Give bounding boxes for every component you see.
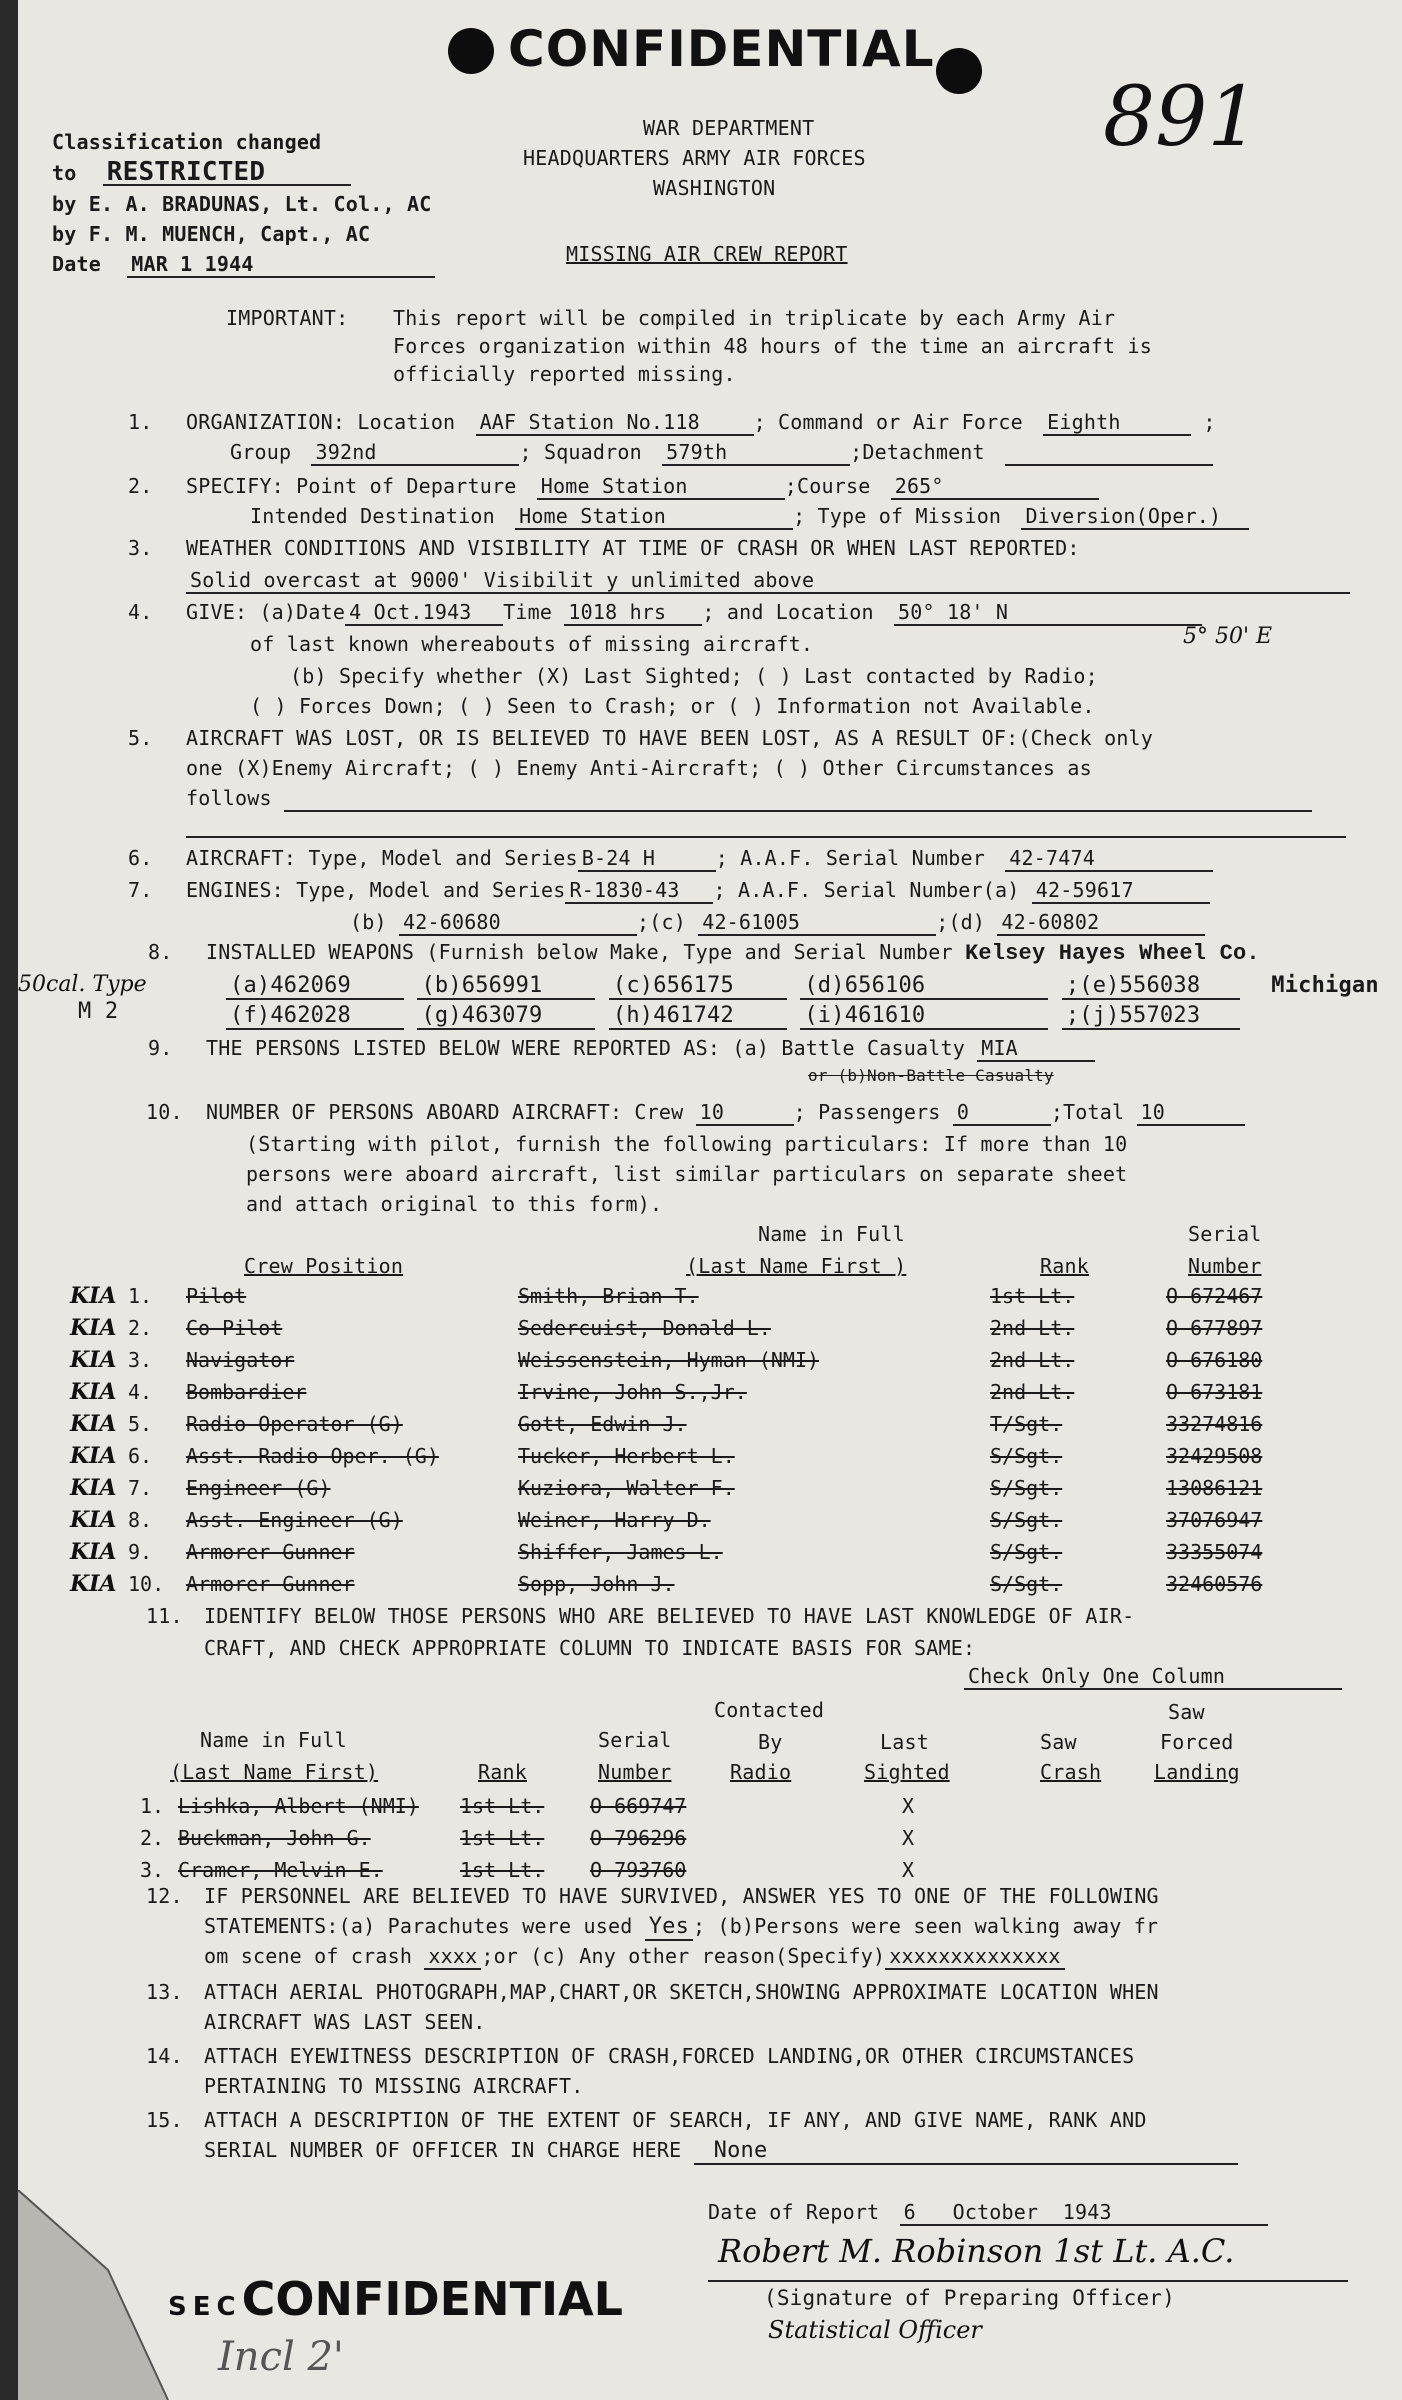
crew-row-number: 8. — [128, 1508, 153, 1532]
witness-number: 3. — [140, 1858, 165, 1882]
s11-header-serial-2: Number — [598, 1760, 672, 1784]
s1-semicolon: ; — [1191, 410, 1216, 434]
section-7-line-2 — [350, 910, 1205, 936]
crew-row-serial: O-673181 — [1166, 1380, 1263, 1404]
section-15-line-2 — [204, 2138, 1238, 2165]
section-11-line-1: IDENTIFY BELOW THOSE PERSONS WHO ARE BELIEVED TO HAVE LAST KNOWLEDGE OF AIR- — [204, 1604, 1135, 1628]
s1-detachment-label: ;Detachment — [850, 440, 985, 464]
s9-non-battle: or (b)Non-Battle Casualty — [808, 1066, 1054, 1085]
s6-type-value: B-24 H — [578, 846, 716, 872]
stamp-bottom-prefix: SEC — [168, 2292, 242, 2322]
section-3-value: Solid overcast at 9000' Visibilit y unlimited above — [186, 568, 1350, 594]
crew-row-number: 5. — [128, 1412, 153, 1436]
s10-crew-value: 10 — [696, 1100, 794, 1126]
witness-rank: 1st Lt. — [460, 1794, 545, 1818]
section-7-number: 7. — [128, 878, 153, 902]
s7-engine-c: 42-61005 — [698, 910, 936, 936]
crew-row-name: Irvine, John S.,Jr. — [518, 1380, 747, 1404]
crew-header-name-1: Name in Full — [758, 1222, 905, 1246]
s10-total-label: ;Total — [1050, 1100, 1125, 1124]
section-12-number: 12. — [146, 1884, 183, 1908]
crew-row-number: 1. — [128, 1284, 153, 1308]
section-4-line-4: ( ) Forces Down; ( ) Seen to Crash; or ( ) Information not Available. — [250, 694, 1095, 718]
s4-handwritten-location: 5° 50' E — [1183, 624, 1273, 649]
crew-row-serial: 32429508 — [1166, 1444, 1263, 1468]
s1-detachment-value — [1005, 440, 1213, 466]
section-10-line-1 — [206, 1100, 1245, 1126]
s2-mission-value: Diversion(Oper.) — [1021, 504, 1249, 530]
punch-hole-left — [448, 28, 494, 74]
s12-other-value: xxxxxxxxxxxxxx — [885, 1944, 1064, 1970]
section-5-number: 5. — [128, 726, 153, 750]
crew-row-rank: 2nd Lt. — [990, 1380, 1075, 1404]
s12-crash-label: om scene of crash — [204, 1944, 413, 1968]
s8-make: Kelsey Hayes Wheel Co. — [964, 941, 1260, 966]
section-6-line — [186, 846, 1213, 872]
s11-header-contacted-1: Contacted — [714, 1698, 825, 1722]
crew-row-position: Armorer Gunner — [186, 1572, 355, 1596]
weapon-f: (f)462028 — [226, 1004, 404, 1030]
s7-type-label: ENGINES: Type, Model and Series — [186, 878, 566, 902]
weapon-c: (c)656175 — [609, 974, 787, 1000]
s12-crash-value: xxxx — [424, 1944, 481, 1970]
crew-row-name: Weissenstein, Hyman (NMI) — [518, 1348, 820, 1372]
s6-serial-value: 42-7474 — [1005, 846, 1213, 872]
s9-label: THE PERSONS LISTED BELOW WERE REPORTED AS: (a) Battle Casualty — [206, 1036, 965, 1060]
crew-row-rank: 2nd Lt. — [990, 1316, 1075, 1340]
date-of-report-value: 6 October 1943 — [900, 2200, 1268, 2226]
section-10-line-4: and attach original to this form). — [246, 1192, 663, 1216]
enclosure-note: Incl 2' — [218, 2334, 344, 2380]
section-2-line-1 — [186, 474, 1099, 500]
classification-date-label: Date — [52, 252, 101, 276]
crew-row-rank: S/Sgt. — [990, 1572, 1063, 1596]
crew-row-rank: S/Sgt. — [990, 1444, 1063, 1468]
crew-row-serial: 33355074 — [1166, 1540, 1263, 1564]
important-label: IMPORTANT: — [226, 306, 349, 330]
s7-c-label: ;(c) — [636, 910, 686, 934]
witness-last-sighted-mark: X — [902, 1794, 915, 1818]
s4-location-value: 50° 18' N — [894, 600, 1202, 626]
s10-crew-label: NUMBER OF PERSONS ABOARD AIRCRAFT: Crew — [206, 1100, 684, 1124]
crew-row-serial: O-672467 — [1166, 1284, 1263, 1308]
s4-date-label: GIVE: (a)Date — [186, 600, 346, 624]
signature-title: Statistical Officer — [768, 2316, 982, 2344]
s8-margin-note-2: M 2 — [78, 999, 119, 1024]
weapons-row-1 — [226, 974, 1379, 1000]
crew-row-status-mark: KIA — [70, 1571, 117, 1597]
crew-header-position: Crew Position — [244, 1254, 404, 1278]
s1-group-label: Group — [230, 440, 292, 464]
witness-serial: O-796296 — [590, 1826, 687, 1850]
section-11-number: 11. — [146, 1604, 183, 1628]
section-4-number: 4. — [128, 600, 153, 624]
witness-number: 1. — [140, 1794, 165, 1818]
witness-last-sighted-mark: X — [902, 1826, 915, 1850]
signature-caption: (Signature of Preparing Officer) — [764, 2286, 1175, 2310]
crew-header-serial-1: Serial — [1188, 1222, 1262, 1246]
weapon-j: ;(j)557023 — [1062, 1004, 1240, 1030]
section-11-line-2: CRAFT, AND CHECK APPROPRIATE COLUMN TO INDICATE BASIS FOR SAME: — [204, 1636, 976, 1660]
section-7-line-1 — [186, 878, 1210, 904]
witness-rank: 1st Lt. — [460, 1826, 545, 1850]
section-6-number: 6. — [128, 846, 153, 870]
s8-label: INSTALLED WEAPONS (Furnish below Make, Type and Serial Number — [206, 940, 953, 964]
s10-total-value: 10 — [1137, 1100, 1245, 1126]
section-13-line-2: AIRCRAFT WAS LAST SEEN. — [204, 2010, 486, 2034]
classification-to — [52, 157, 351, 187]
section-3-number: 3. — [128, 536, 153, 560]
header-line-3: WASHINGTON — [653, 176, 776, 200]
signature-line — [708, 2280, 1348, 2282]
s2-course-label: ;Course — [784, 474, 871, 498]
s11-header-saw-2: Crash — [1040, 1760, 1102, 1784]
s7-type-value: R-1830-43 — [565, 878, 713, 904]
crew-row-position: Asst. Engineer (G) — [186, 1508, 403, 1532]
weapon-b: (b)656991 — [417, 974, 595, 1000]
crew-row-rank: 1st Lt. — [990, 1284, 1075, 1308]
s2-course-value: 265° — [891, 474, 1099, 500]
crew-row-serial: 32460576 — [1166, 1572, 1263, 1596]
s11-header-rank: Rank — [478, 1760, 527, 1784]
s12-other-label: ;or (c) Any other reason(Specify) — [481, 1944, 886, 1968]
crew-row-status-mark: KIA — [70, 1507, 117, 1533]
section-15-number: 15. — [146, 2108, 183, 2132]
crew-row-status-mark: KIA — [70, 1539, 117, 1565]
section-9-number: 9. — [148, 1036, 173, 1060]
s5-blank-line — [186, 836, 1346, 838]
crew-row-serial: O-677897 — [1166, 1316, 1263, 1340]
witness-name: Cramer, Melvin E. — [178, 1858, 383, 1882]
s12-parachutes-label: STATEMENTS:(a) Parachutes were used — [204, 1914, 633, 1938]
weapon-h: (h)461742 — [609, 1004, 787, 1030]
stamp-bottom-text: CONFIDENTIAL — [241, 2272, 623, 2326]
crew-row-rank: S/Sgt. — [990, 1476, 1063, 1500]
s1-location-label: ORGANIZATION: Location — [186, 410, 456, 434]
crew-row-status-mark: KIA — [70, 1475, 117, 1501]
section-12-line-3 — [204, 1944, 1065, 1968]
s1-squadron-value: 579th — [662, 440, 850, 466]
s10-passengers-label: ; Passengers — [793, 1100, 941, 1124]
crew-row-position: Co-Pilot — [186, 1316, 283, 1340]
classification-date-value: MAR 1 1944 — [127, 252, 435, 278]
s15-officer-value: None — [694, 2139, 1238, 2165]
s7-engine-b: 42-60680 — [399, 910, 637, 936]
section-12-line-2 — [204, 1914, 1158, 1939]
crew-row-name: Sedercuist, Donald L. — [518, 1316, 771, 1340]
crew-row-rank: 2nd Lt. — [990, 1348, 1075, 1372]
section-13-number: 13. — [146, 1980, 183, 2004]
section-14-number: 14. — [146, 2044, 183, 2068]
s1-location-value: AAF Station No.118 — [476, 410, 754, 436]
s11-header-serial-1: Serial — [598, 1728, 672, 1752]
s2-departure-label: SPECIFY: Point of Departure — [186, 474, 517, 498]
s2-mission-label: ; Type of Mission — [793, 504, 1002, 528]
s6-serial-label: ; A.A.F. Serial Number — [715, 846, 986, 870]
weapon-d: (d)656106 — [800, 974, 1048, 1000]
crew-row-serial: O-676180 — [1166, 1348, 1263, 1372]
important-line-2: Forces organization within 48 hours of the time an aircraft is — [393, 334, 1152, 358]
section-10-line-2: (Starting with pilot, furnish the following particulars: If more than 10 — [246, 1132, 1128, 1156]
classification-by-1: by E. A. BRADUNAS, Lt. Col., AC — [52, 192, 432, 216]
crew-row-position: Engineer (G) — [186, 1476, 331, 1500]
confidential-stamp-top: CONFIDENTIAL — [508, 20, 935, 78]
classification-line — [52, 130, 321, 154]
crew-row-status-mark: KIA — [70, 1283, 117, 1309]
important-line-1: This report will be compiled in triplicate by each Army Air — [393, 306, 1116, 330]
s11-header-name-1: Name in Full — [200, 1728, 347, 1752]
section-1-line-2 — [230, 440, 1213, 466]
s2-departure-value: Home Station — [537, 474, 785, 500]
crew-row-name: Smith, Brian T. — [518, 1284, 699, 1308]
crew-header-rank: Rank — [1040, 1254, 1089, 1278]
crew-row-status-mark: KIA — [70, 1315, 117, 1341]
crew-row-name: Shiffer, James L. — [518, 1540, 723, 1564]
witness-serial: O-793760 — [590, 1858, 687, 1882]
s2-destination-label: Intended Destination — [250, 504, 495, 528]
crew-row-rank: S/Sgt. — [990, 1508, 1063, 1532]
crew-row-serial: 13086121 — [1166, 1476, 1263, 1500]
crew-table — [18, 1284, 1402, 1614]
s1-command-value: Eighth — [1043, 410, 1191, 436]
section-12-line-1: IF PERSONNEL ARE BELIEVED TO HAVE SURVIVED, ANSWER YES TO ONE OF THE FOLLOWING — [204, 1884, 1159, 1908]
weapon-a: (a)462069 — [226, 974, 404, 1000]
witness-name: Buckman, John G. — [178, 1826, 371, 1850]
section-14-line-2: PERTAINING TO MISSING AIRCRAFT. — [204, 2074, 584, 2098]
classification-date — [52, 252, 435, 278]
section-9-line — [206, 1036, 1095, 1062]
crew-row-number: 3. — [128, 1348, 153, 1372]
section-4-line-1 — [186, 600, 1202, 626]
crew-row-name: Tucker, Herbert L. — [518, 1444, 735, 1468]
s1-group-value: 392nd — [311, 440, 519, 466]
section-10-line-3: persons were aboard aircraft, list similar particulars on separate sheet — [246, 1162, 1128, 1186]
weapon-i: (i)461610 — [800, 1004, 1048, 1030]
section-2-line-2 — [250, 504, 1249, 530]
section-8-line-1 — [206, 940, 1260, 966]
s11-header-saw-1: Saw — [1040, 1730, 1077, 1754]
section-10-number: 10. — [146, 1100, 183, 1124]
section-1-number: 1. — [128, 410, 153, 434]
s1-squadron-label: ; Squadron — [519, 440, 642, 464]
crew-row-number: 4. — [128, 1380, 153, 1404]
header-line-1: WAR DEPARTMENT — [643, 116, 815, 140]
crew-row-serial: 37076947 — [1166, 1508, 1263, 1532]
s7-serial-label: ; A.A.F. Serial Number(a) — [713, 878, 1020, 902]
crew-row-name: Sopp, John J. — [518, 1572, 675, 1596]
date-of-report-label: Date of Report — [708, 2200, 880, 2224]
section-8-number: 8. — [148, 940, 173, 964]
section-14-line-1: ATTACH EYEWITNESS DESCRIPTION OF CRASH,FORCED LANDING,OR OTHER CIRCUMSTANCES — [204, 2044, 1135, 2068]
weapons-row-2 — [226, 1004, 1240, 1030]
section-13-line-1: ATTACH AERIAL PHOTOGRAPH,MAP,CHART,OR SKETCH,SHOWING APPROXIMATE LOCATION WHEN — [204, 1980, 1159, 2004]
s11-header-last-1: Last — [880, 1730, 929, 1754]
s7-b-label: (b) — [350, 910, 387, 934]
crew-header-name-2: (Last Name First ) — [686, 1254, 907, 1278]
crew-row-name: Kuziora, Walter F. — [518, 1476, 735, 1500]
classification-to-label: to — [52, 161, 77, 185]
section-5-line-3 — [186, 786, 1312, 812]
s7-engine-a: 42-59617 — [1032, 878, 1210, 904]
witness-last-sighted-mark: X — [902, 1858, 915, 1882]
s7-engine-d: 42-60802 — [997, 910, 1205, 936]
preparing-officer-signature: Robert M. Robinson 1st Lt. A.C. — [718, 2232, 1235, 2270]
s2-destination-value: Home Station — [515, 504, 793, 530]
s4-time-label: Time — [503, 600, 553, 624]
weapon-e: ;(e)556038 — [1062, 974, 1240, 1000]
crew-row-serial: 33274816 — [1166, 1412, 1263, 1436]
s5-follows-label: follows — [186, 786, 272, 810]
s11-header-forced-2: Forced — [1160, 1730, 1234, 1754]
s1-command-label: ; Command or Air Force — [753, 410, 1023, 434]
document-page — [18, 0, 1402, 2400]
section-11-check-note: Check Only One Column — [964, 1664, 1342, 1690]
section-1-line-1 — [186, 410, 1216, 436]
s11-header-contacted-3: Radio — [730, 1760, 792, 1784]
s6-type-label: AIRCRAFT: Type, Model and Series — [186, 846, 578, 870]
s9-value: MIA — [977, 1036, 1095, 1062]
important-line-3: officially reported missing. — [393, 362, 736, 386]
s8-make-2: Michigan — [1271, 973, 1379, 998]
folded-corner — [18, 2190, 178, 2400]
section-3-label: WEATHER CONDITIONS AND VISIBILITY AT TIME OF CRASH OR WHEN LAST REPORTED: — [186, 536, 1080, 560]
s11-header-last-2: Sighted — [864, 1760, 950, 1784]
form-title: MISSING AIR CREW REPORT — [566, 242, 848, 266]
section-4-line-3: (b) Specify whether (X) Last Sighted; ( ) Last contacted by Radio; — [290, 664, 1098, 688]
header-line-2: HEADQUARTERS ARMY AIR FORCES — [523, 146, 866, 170]
crew-row-position: Navigator — [186, 1348, 295, 1372]
crew-row-position: Armorer Gunner — [186, 1540, 355, 1564]
handwritten-file-number: 891 — [1103, 70, 1260, 165]
witness-name: Lishka, Albert (NMI) — [178, 1794, 419, 1818]
s7-d-label: ;(d) — [936, 910, 986, 934]
crew-row-number: 7. — [128, 1476, 153, 1500]
crew-row-number: 10. — [128, 1572, 165, 1596]
weapon-g: (g)463079 — [417, 1004, 595, 1030]
crew-row-status-mark: KIA — [70, 1411, 117, 1437]
crew-row-number: 9. — [128, 1540, 153, 1564]
s4-date-value: 4 Oct.1943 — [345, 600, 503, 626]
crew-row-rank: S/Sgt. — [990, 1540, 1063, 1564]
section-5-line-1: AIRCRAFT WAS LOST, OR IS BELIEVED TO HAVE BEEN LOST, AS A RESULT OF:(Check only — [186, 726, 1154, 750]
s15-officer-label: SERIAL NUMBER OF OFFICER IN CHARGE HERE — [204, 2138, 682, 2162]
punch-hole-right — [936, 48, 982, 94]
s8-margin-note-1: 50cal. Type — [18, 972, 147, 997]
classification-label: Classification changed — [52, 130, 322, 154]
section-15-line-1: ATTACH A DESCRIPTION OF THE EXTENT OF SEARCH, IF ANY, AND GIVE NAME, RANK AND — [204, 2108, 1147, 2132]
witness-serial: O-669747 — [590, 1794, 687, 1818]
crew-row-name: Gott, Edwin J. — [518, 1412, 687, 1436]
s11-header-name-2: (Last Name First) — [170, 1760, 379, 1784]
s4-location-label: ; and Location — [702, 600, 874, 624]
crew-row-position: Radio Operator (G) — [186, 1412, 403, 1436]
crew-row-position: Bombardier — [186, 1380, 307, 1404]
crew-row-status-mark: KIA — [70, 1379, 117, 1405]
crew-header-serial-2: Number — [1188, 1254, 1262, 1278]
crew-row-position: Pilot — [186, 1284, 247, 1308]
s11-header-forced-3: Landing — [1154, 1760, 1240, 1784]
s12-walking-label: ; (b)Persons were seen walking away fr — [693, 1914, 1159, 1938]
classification-to-value: RESTRICTED — [103, 160, 351, 186]
crew-row-number: 6. — [128, 1444, 153, 1468]
crew-row-position: Asst. Radio Oper. (G) — [186, 1444, 439, 1468]
crew-row-number: 2. — [128, 1316, 153, 1340]
witness-number: 2. — [140, 1826, 165, 1850]
crew-row-status-mark: KIA — [70, 1443, 117, 1469]
s12-parachutes-value: Yes — [645, 1914, 693, 1941]
crew-row-rank: T/Sgt. — [990, 1412, 1063, 1436]
s11-header-forced-1: Saw — [1168, 1700, 1205, 1724]
s10-passengers-value: 0 — [953, 1100, 1051, 1126]
s5-follows-value — [284, 786, 1312, 812]
section-2-number: 2. — [128, 474, 153, 498]
s11-header-contacted-2: By — [758, 1730, 783, 1754]
classification-by-2: by F. M. MUENCH, Capt., AC — [52, 222, 371, 246]
witness-rank: 1st Lt. — [460, 1858, 545, 1882]
crew-row-name: Weiner, Harry D. — [518, 1508, 711, 1532]
crew-row-status-mark: KIA — [70, 1347, 117, 1373]
date-of-report — [708, 2200, 1268, 2226]
s4-time-value: 1018 hrs — [564, 600, 702, 626]
section-4-line-2: of last known whereabouts of missing aircraft. — [250, 632, 814, 656]
confidential-stamp-bottom — [168, 2272, 623, 2326]
section-5-line-2: one (X)Enemy Aircraft; ( ) Enemy Anti-Aircraft; ( ) Other Circumstances as — [186, 756, 1092, 780]
